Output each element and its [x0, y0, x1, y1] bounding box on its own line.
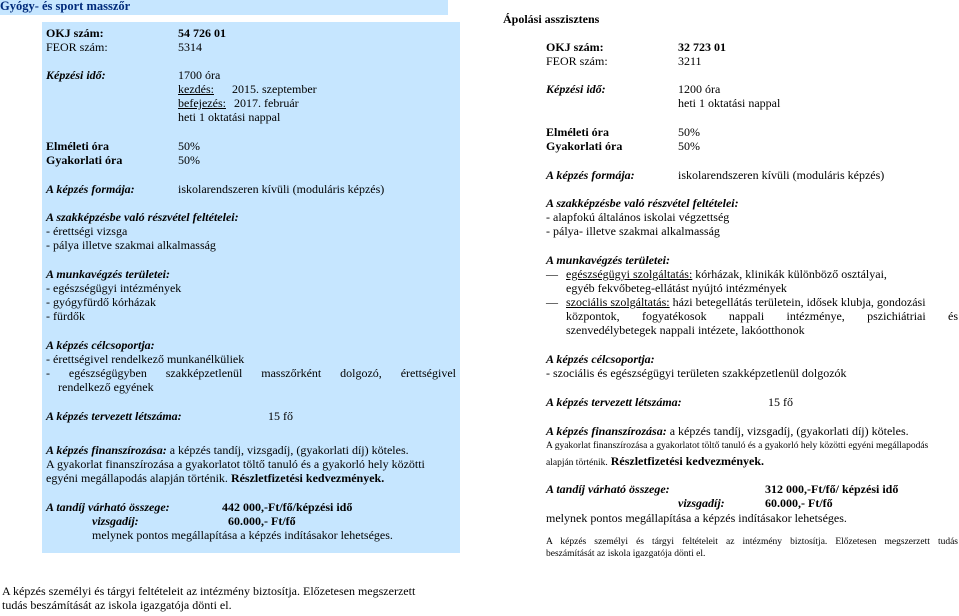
right-target-group-item: - szociális és egészségügyi területen szakképzetlenül dolgozók: [546, 366, 847, 380]
left-headcount-value: 15 fő: [268, 409, 293, 423]
right-headcount-label: A képzés tervezett létszáma:: [546, 395, 682, 409]
left-feor-value: 5314: [178, 40, 202, 54]
dash-icon: —: [546, 267, 558, 281]
left-training-time-label: Képzési idő:: [46, 68, 106, 82]
right-exam-fee-value: 60.000,- Ft/fő: [765, 496, 833, 510]
left-financing-text: A gyakorlat finanszírozása a gyakorlatot töltő tanuló és a gyakorló hely közötti: [46, 457, 425, 471]
right-requirement-item: - pálya- illetve szakmai alkalmasság: [546, 224, 720, 238]
right-practice-value: 50%: [678, 139, 700, 153]
left-theory-value: 50%: [178, 139, 200, 153]
left-work-area-item: - egészségügyi intézmények: [46, 281, 182, 295]
left-weekly: heti 1 oktatási nappal: [178, 110, 281, 124]
left-requirements-title: A szakképzésbe való részvétel feltételei:: [46, 210, 239, 224]
left-financing-text-3: egyéni megállapodás alapján történik.: [46, 471, 228, 485]
left-footer-line: tudás beszámítását az iskola igazgatója dönti el.: [2, 598, 232, 612]
right-theory-value: 50%: [678, 125, 700, 139]
right-weekly: heti 1 oktatási nappal: [678, 96, 781, 110]
left-work-area-item: - gyógyfürdő kórházak: [46, 295, 156, 309]
right-installment-note: Részletfizetési kedvezmények.: [607, 454, 765, 468]
right-okj-value: 32 723 01: [678, 40, 726, 54]
right-social-service-text: házi betegellátás területein, idősek klubja, gondozási: [669, 295, 926, 309]
right-okj-label: OKJ szám:: [546, 40, 604, 54]
right-fee-value: 312 000,-Ft/fő/ képzési idő: [765, 482, 899, 496]
left-course-title-text: Gyógy- és sport masszőr: [0, 0, 131, 13]
right-social-service-label: szociális szolgáltatás:: [566, 295, 670, 309]
left-target-group-text: - egészségügyben szakképzetlenül masszőrként dolgozó, érettségivel: [46, 366, 456, 380]
left-exam-fee-value: 60.000,- Ft/fő: [228, 514, 296, 528]
left-installment-note: Részletfizetési kedvezmények.: [227, 471, 385, 485]
right-work-area-cont: [566, 309, 958, 323]
right-theory-label: Elméleti óra: [546, 125, 609, 139]
right-headcount-value: 15 fő: [768, 395, 793, 409]
left-financing-label: A képzés finanszírozása:: [46, 443, 167, 457]
right-feor-label: FEOR szám:: [546, 54, 608, 68]
right-form-value: iskolarendszeren kívüli (moduláris képzés): [678, 168, 885, 182]
right-health-service-label: egészségügyi szolgáltatás:: [566, 267, 693, 281]
right-footer-text: A képzés személyi és tárgyi feltételeit az intézmény biztosítja. Előzetesen megszerzett tudás: [546, 537, 958, 547]
right-requirements-title: A szakképzésbe való részvétel feltételei:: [546, 196, 739, 210]
left-feor-label: FEOR szám:: [46, 40, 108, 54]
right-fee-note: melynek pontos megállapítása a képzés indításakor lehetséges.: [546, 511, 847, 525]
left-theory-label: Elméleti óra: [46, 139, 109, 153]
right-work-area-cont: szenvedélybetegek nappali intézete, lakóotthonok: [566, 323, 805, 337]
right-course-title: Ápolási asszisztens: [503, 12, 600, 26]
left-footer-line: A képzés személyi és tárgyi feltételeit az intézmény biztosítja. Előzetesen megszerzett: [2, 584, 416, 598]
left-practice-label: Gyakorlati óra: [46, 153, 123, 167]
right-financing-label: A képzés finanszírozása:: [546, 424, 667, 438]
right-work-area-item: [546, 295, 958, 309]
left-okj-label: OKJ szám:: [46, 26, 104, 40]
left-fee-value: 442 000,-Ft/fő/képzési idő: [222, 500, 353, 514]
right-financing-line: [546, 424, 909, 438]
left-work-area-item: - fürdők: [46, 309, 85, 323]
left-course-title: [0, 0, 448, 15]
left-target-group-title: A képzés célcsoportja:: [46, 338, 155, 352]
left-financing-value: a képzés tandíj, vizsgadíj, (gyakorlati díj) köteles.: [166, 443, 409, 457]
left-headcount-label: A képzés tervezett létszáma:: [46, 409, 182, 423]
left-requirement-item: - érettségi vizsga: [46, 224, 128, 238]
left-end-value: 2017. február: [234, 96, 299, 110]
left-start-value: 2015. szeptember: [232, 82, 317, 96]
right-fee-label: A tandíj várható összege:: [546, 482, 670, 496]
right-exam-fee-label: vizsgadíj:: [678, 496, 725, 510]
dash-icon: —: [546, 295, 558, 309]
right-work-area-cont: egyéb fekvőbeteg-ellátást nyújtó intézmények: [566, 281, 787, 295]
left-end-label: befejezés:: [178, 96, 226, 110]
right-footer-line: beszámítását az iskola igazgatója dönti el.: [546, 549, 706, 559]
left-fee-label: A tandíj várható összege:: [46, 500, 170, 514]
right-form-label: A képzés formája:: [546, 168, 635, 182]
right-feor-value: 3211: [678, 54, 702, 68]
left-target-group-cont: rendelkező egyének: [58, 380, 154, 394]
left-requirement-item: - pálya illetve szakmai alkalmasság: [46, 238, 216, 252]
left-target-group-item: [46, 366, 456, 380]
right-financing-text-3: alapján történik.: [546, 458, 608, 468]
right-work-area-item: [546, 267, 887, 281]
left-target-group-item: - érettségivel rendelkező munkanélküliek: [46, 352, 245, 366]
left-form-label: A képzés formája:: [46, 182, 135, 196]
left-work-areas-title: A munkavégzés területei:: [46, 267, 170, 281]
left-form-value: iskolarendszeren kívüli (moduláris képzés): [178, 182, 385, 196]
right-requirement-item: - alapfokú általános iskolai végzettség: [546, 210, 730, 224]
right-footer-line: [546, 536, 958, 548]
right-social-service-text-2: központok, fogyatékosok nappali intézménye, pszichiátriai és: [566, 309, 958, 323]
left-financing-text-2: [46, 471, 384, 485]
left-fee-note: melynek pontos megállapítása a képzés indításakor lehetséges.: [92, 528, 393, 542]
right-practice-label: Gyakorlati óra: [546, 139, 623, 153]
right-financing-text-2: [546, 454, 764, 469]
left-hours: 1700 óra: [178, 68, 221, 82]
right-health-service-text: kórházak, klinikák különböző osztályai,: [692, 267, 887, 281]
right-financing-text: A gyakorlat finanszírozása a gyakorlatot töltő tanuló és a gyakorló hely közötti egyéni megállapodás: [546, 441, 929, 451]
right-training-time-label: Képzési idő:: [546, 82, 606, 96]
right-work-areas-title: A munkavégzés területei:: [546, 253, 670, 267]
right-financing-value: a képzés tandíj, vizsgadíj, (gyakorlati díj) köteles.: [666, 424, 909, 438]
right-target-group-title: A képzés célcsoportja:: [546, 352, 655, 366]
left-exam-fee-label: vizsgadíj:: [92, 514, 139, 528]
right-hours: 1200 óra: [678, 82, 721, 96]
left-practice-value: 50%: [178, 153, 200, 167]
left-okj-value: 54 726 01: [178, 26, 226, 40]
left-financing-line: [46, 443, 409, 457]
left-start-label: kezdés:: [178, 82, 214, 96]
